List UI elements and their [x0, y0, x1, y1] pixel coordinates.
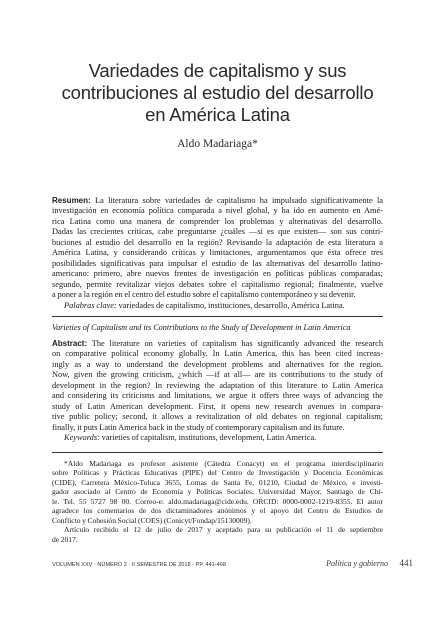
page-footer [52, 558, 413, 568]
footnote-line: (CIDE), Carretera México-Toluca 3655, Lomas de Santa Fe, 01210, Ciudad de México, e investi- [52, 477, 383, 487]
resumen-line: buciones al estudio del desarrollo en la región? Revisando la adaptación de esta literatura a [52, 237, 383, 247]
abstract-line: finally, it puts Latin America back in the study of contemporary capitalism and its future. [52, 422, 345, 432]
footnote-line: Artículo recibido el 12 de julio de 2017 y aceptado para su publicación el 11 de septiembre [64, 525, 383, 535]
footnote-line: sobre Políticas y Prácticas Educativas (PIPE) del Centro de Investigación y Docencia Económicas [52, 468, 383, 478]
abstract-line: Abstract: The literature on varieties of capitalism has significantly advanced the research [52, 338, 383, 348]
section-divider [52, 316, 383, 317]
abstract-label: Abstract: [52, 338, 88, 348]
article-title [52, 0, 383, 126]
journal-name: Política y gobierno [326, 559, 388, 568]
resumen-line: América Latina, y considerando críticas y limitaciones, argumentamos que ésta ofrece tres [52, 248, 383, 258]
footnote-line: agradece los comentarios de dos dictaminadores anónimos y el apoyo del Centro de Estudios de [52, 506, 383, 516]
resumen-line: rica Latina como una manera de comprender los problemas y alternativas del desarrollo. [52, 216, 383, 226]
footnote-line: Conflicto y Cohesión Social (COES) (Conicyt/Fondap/15130009). [52, 515, 252, 525]
resumen-line: Dadas las crecientes críticas, cabe preguntarse ¿cuáles —si es que existen— son sus contri- [52, 227, 383, 237]
abstract-line: ingly as a way to understand the development problems and alternatives for the region. [52, 359, 383, 369]
keywords-label: Keywords: [64, 433, 100, 443]
english-title: Varieties of Capitalism and its Contributions to the Study of Development in Latin America [52, 322, 351, 332]
abstract-line: development in the region? In reviewing the adaptation of this literature to Latin America [52, 380, 383, 390]
abstract-line: on comparative political economy globally. In Latin America, this has been cited increas- [52, 349, 383, 359]
resumen-label: Resumen: [52, 196, 91, 205]
footnote-line: de 2017. [52, 534, 78, 544]
volume-info: VOLUMEN XXV · NÚMERO 2 · II SEMESTRE DE 2018 · PP. 441-468 [52, 562, 226, 568]
title-line: contribuciones al estudio del desarrollo [61, 82, 374, 103]
resumen-line: posibilidades significativas para impulsar el estudio de las alternativas del desarrollo latino- [52, 258, 383, 268]
resumen-section [52, 196, 383, 311]
page-number: 441 [399, 558, 413, 568]
abstract-line: and considering its criticisms and limitations, we argue it offers three ways of advancing the [52, 391, 383, 401]
footnote-line: le. Tel. 55 5727 98 00. Correo-e: aldo.madariaga@cide.edu. ORCID: 0000-0002-1219-8355. El autor [52, 496, 383, 506]
author-footnote [52, 459, 383, 545]
title-line: Variedades de capitalismo y sus [88, 60, 347, 81]
footnote-line: gador asociado al Centro de Economía y Políticas Sociales, Universidad Mayor, Santiago de Chi- [52, 487, 383, 497]
palabras-clave: Palabras clave: variedades de capitalismo, instituciones, desarrollo, América Latina. [64, 300, 345, 310]
abstract-line: study of Latin American development. First, it opens new research avenues in compara- [52, 401, 383, 411]
keywords: Keywords: varieties of capitalism, institutions, development, Latin America. [64, 433, 317, 443]
title-line: en América Latina [145, 104, 290, 125]
footnote-line: *Aldo Madariaga es profesor asistente (Cátedra Conacyt) en el programa interdisciplinario [64, 458, 383, 468]
resumen-line: investigación en economía política comparada a nivel global, y ha ido en aumento en Amé- [52, 206, 383, 216]
abstract-line: Now, given the growing criticism, ¿which —if at all— are its contributions to the study of [52, 370, 383, 380]
resumen-line: Resumen: La literatura sobre variedades de capitalismo ha impulsado significativamente la [52, 196, 383, 205]
abstract-section [52, 339, 383, 444]
abstract-line: tive public policy; second, it allows a revitalization of old debates on regional capitalism; [52, 412, 383, 422]
resumen-line: americano: primero, abre nuevos frentes de investigación en políticas públicas comparadas; [52, 269, 383, 279]
palabras-clave-label: Palabras clave: [64, 300, 117, 310]
resumen-line: a poner a la región en el centro del estudio sobre el capitalismo contemporáneo y su devenir. [52, 290, 356, 300]
author-name: Aldo Madariaga* [177, 138, 258, 150]
resumen-line: segundo, permite revitalizar viejos debates sobre el capitalismo regional; finalmente, vuelve [52, 279, 383, 289]
footnote-divider [52, 452, 383, 453]
